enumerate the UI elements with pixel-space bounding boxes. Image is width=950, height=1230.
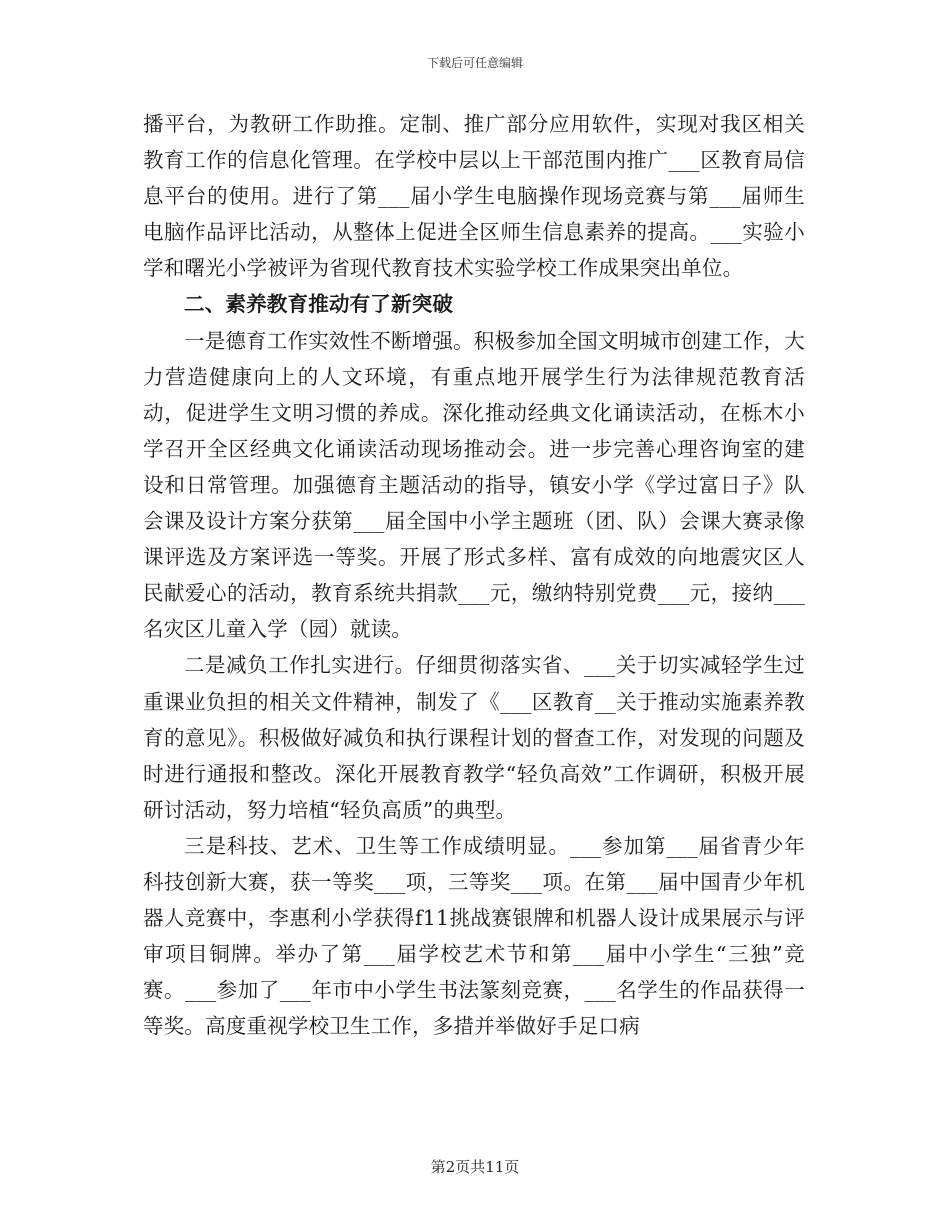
paragraph-science-arts-health: 三是科技、艺术、卫生等工作成绩明显。___参加第___届省青少年科技创新大赛，获一等奖___项，三等奖___项。在第___届中国青少年机器人竞赛中，李惠利小学获得f11挑战赛银牌和机器人设计成果展示与评审项目铜牌。举办了第___届学校艺术节和第___届中小学生“三独”竞赛。___参加了___年市中小学生书法篆刻竞赛，___名学生的作品获得一等奖。高度重视学校卫生工作，多措并举做好手足口病 [143, 833, 805, 1039]
section-heading: 二、素养教育推动有了新突破 [184, 292, 454, 317]
page-number-footer: 第2页共11页 [430, 1158, 520, 1176]
paragraph-burden-reduction: 二是减负工作扎实进行。仔细贯彻落实省、___关于切实减轻学生过重课业负担的相关文件精神，制发了《___区教育__关于推动实施素养教育的意见》。积极做好减负和执行课程计划的督查工作，对发现的问题及时进行通报和整改。深化开展教育教学“轻负高效”工作调研，积极开展研讨活动，努力培植“轻负高质”的典型。 [143, 653, 805, 822]
paragraph-continued: 播平台，为教研工作助推。定制、推广部分应用软件，实现对我区相关教育工作的信息化管理。在学校中层以上干部范围内推广___区教育局信息平台的使用。进行了第___届小学生电脑操作现场竞赛与第___届师生电脑作品评比活动，从整体上促进全区师生信息素养的提高。___实验小学和曙光小学被评为省现代教育技术实验学校工作成果突出单位。 [143, 112, 805, 281]
page-header: 下载后可任意编辑 [426, 56, 523, 70]
paragraph-moral-education: 一是德育工作实效性不断增强。积极参加全国文明城市创建工作，大力营造健康向上的人文环境，有重点地开展学生行为法律规范教育活动，促进学生文明习惯的养成。深化推动经典文化诵读活动，在栎木小学召开全区经典文化诵读活动现场推动会。进一步完善心理咨询室的建设和日常管理。加强德育主题活动的指导，镇安小学《学过富日子》队会课及设计方案分获第___届全国中小学主题班（团、队）会课大赛录像课评选及方案评选一等奖。开展了形式多样、富有成效的向地震灾区人民献爱心的活动，教育系统共捐款___元，缴纳特别党费___元，接纳___名灾区儿童入学（园）就读。 [143, 328, 805, 642]
document-body [143, 106, 805, 1044]
